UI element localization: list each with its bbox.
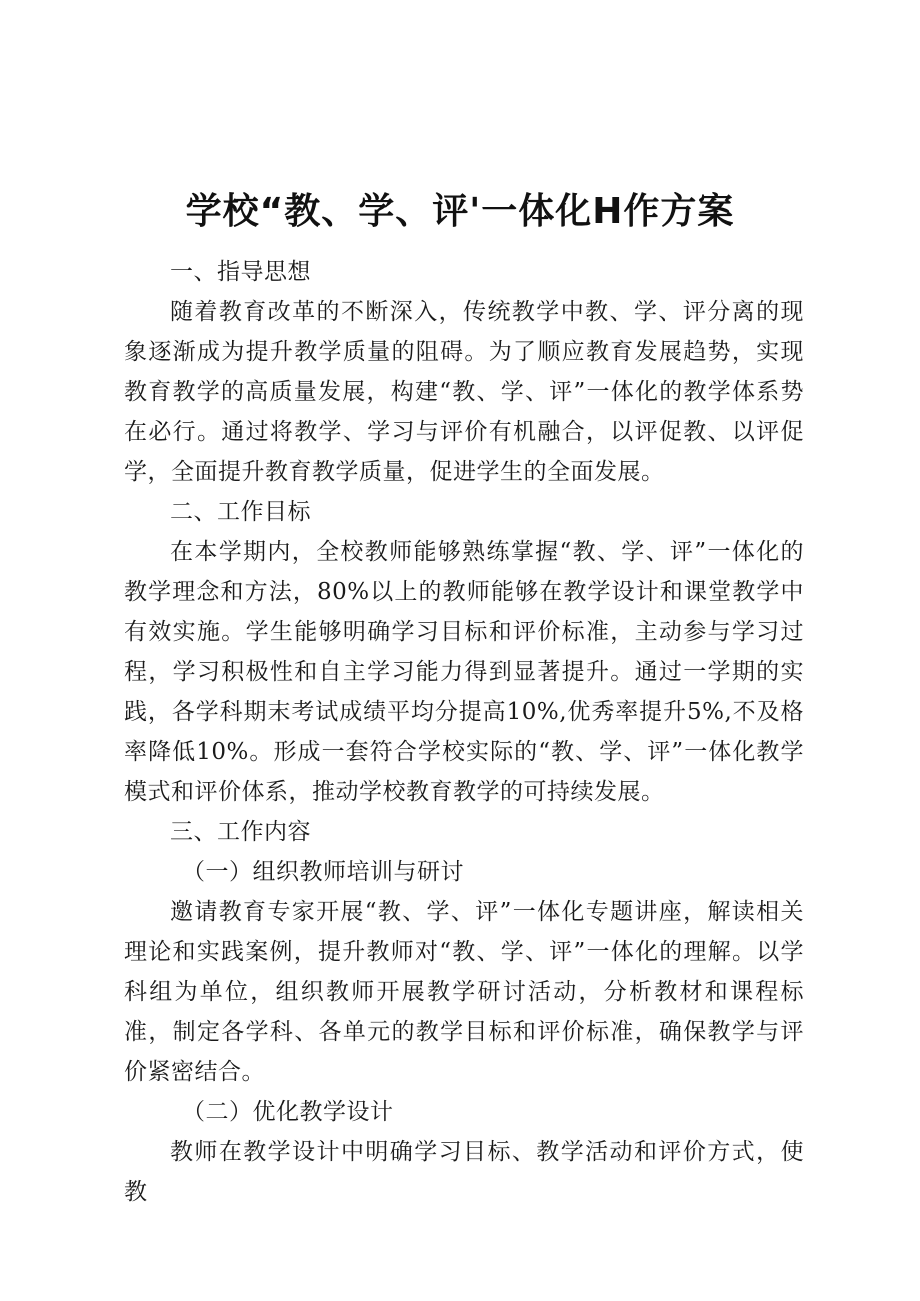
document-body [124,252,804,1212]
section-heading-guiding-ideology: 一、指导思想 [170,259,311,285]
section-heading-work-content: 三、工作内容 [170,819,311,845]
subsection-heading-teacher-training: （一）组织教师培训与研讨 [182,859,464,885]
paragraph-teaching-design: 教师在教学设计中明确学习目标、教学活动和评价方式，使教 [124,1139,804,1205]
document-title: 学校“教、学、评'一体化H作方案 [185,191,735,232]
section-heading-work-goals: 二、工作目标 [170,499,311,525]
paragraph-teacher-training: 邀请教育专家开展“教、学、评”一体化专题讲座，解读相关理论和实践案例，提升教师对“教、学、评”一体化的理解。以学科组为单位，组织教师开展教学研讨活动，分析教材和课程标准，制定各学科、各单元的教学目标和评价标准，确保教学与评价紧密结合。 [124,899,804,1085]
paragraph-guiding-ideology: 随着教育改革的不断深入，传统教学中教、学、评分离的现象逐渐成为提升教学质量的阻碍。为了顺应教育发展趋势，实现教育教学的高质量发展，构建“教、学、评”一体化的教学体系势在必行。通过将教学、学习与评价有机融合，以评促教、以评促学，全面提升教育教学质量，促进学生的全面发展。 [124,299,804,485]
paragraph-work-goals: 在本学期内，全校教师能够熟练掌握“教、学、评”一体化的教学理念和方法，80%以上的教师能够在教学设计和课堂教学中有效实施。学生能够明确学习目标和评价标准，主动参与学习过程，学习积极性和自主学习能力得到显著提升。通过一学期的实践，各学科期末考试成绩平均分提高10%,优秀率提升5%,不及格率降低10%。形成一套符合学校实际的“教、学、评”一体化教学模式和评价体系，推动学校教育教学的可持续发展。 [124,539,804,805]
subsection-heading-teaching-design: （二）优化教学设计 [182,1099,394,1125]
